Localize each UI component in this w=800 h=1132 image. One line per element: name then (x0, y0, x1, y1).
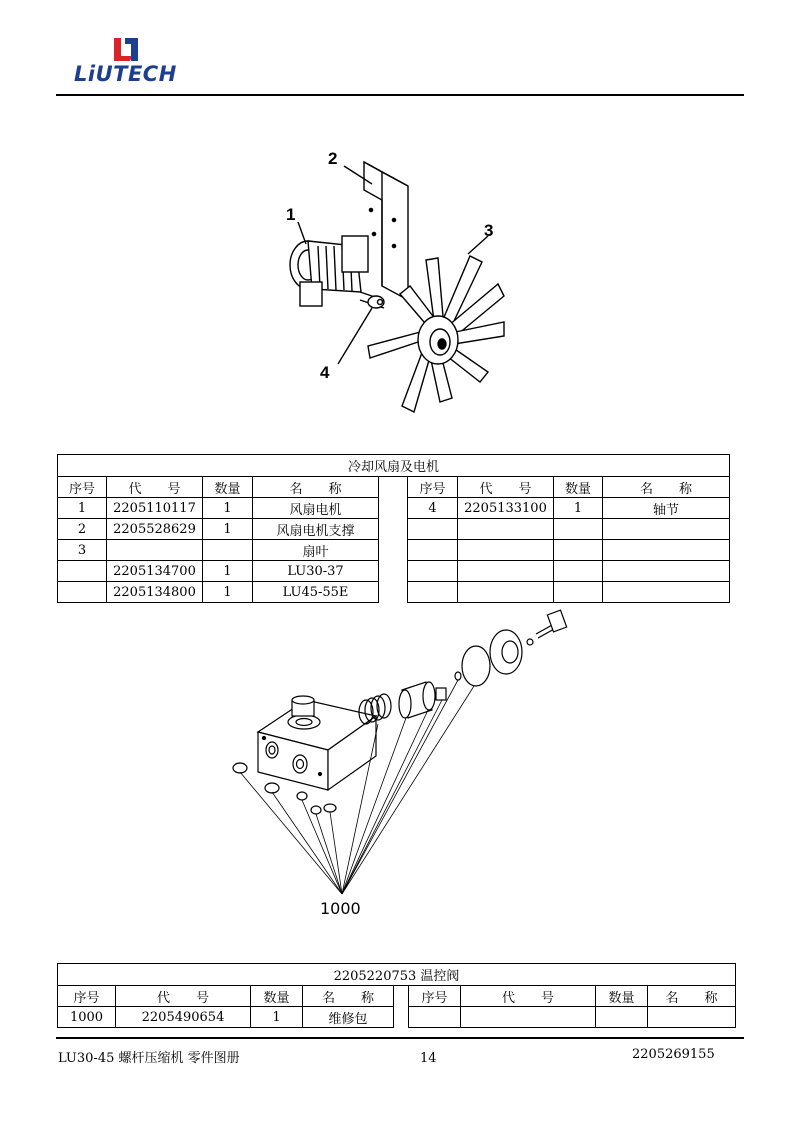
item-number (408, 519, 458, 540)
liutech-logo (74, 36, 184, 88)
part-name: 轴节 (603, 498, 730, 519)
callout-4: 4 (320, 363, 330, 382)
part-code: 2205134800 (107, 582, 203, 603)
column-header: 代 号 (458, 477, 554, 498)
part-name: 维修包 (303, 1007, 394, 1028)
column-header: 名 称 (603, 477, 730, 498)
part-code (458, 582, 554, 603)
part-name: 风扇电机 (253, 498, 379, 519)
part-name: LU30-37 (253, 561, 379, 582)
column-header: 代 号 (116, 986, 251, 1007)
item-number (408, 561, 458, 582)
column-header: 数量 (596, 986, 648, 1007)
part-name (603, 519, 730, 540)
quantity (554, 540, 603, 561)
column-header: 名 称 (303, 986, 394, 1007)
part-code (461, 1007, 596, 1028)
logo-mark-icon (112, 36, 140, 62)
logo-text: LiUTECH (74, 62, 177, 86)
callout-1: 1 (286, 205, 296, 224)
part-name (603, 582, 730, 603)
item-number: 1 (58, 498, 107, 519)
item-number (408, 540, 458, 561)
item-number: 2 (58, 519, 107, 540)
item-number (409, 1007, 461, 1028)
header-rule (56, 94, 744, 96)
part-name: 风扇电机支撑 (253, 519, 379, 540)
footer-document-title: LU30-45 螺杆压缩机 零件图册 (58, 1051, 240, 1066)
quantity: 1 (203, 582, 253, 603)
thermostatic-valve-drawing (220, 604, 590, 924)
fan-parts-table (57, 454, 730, 603)
page-number: 14 (420, 1051, 437, 1066)
part-name (603, 561, 730, 582)
quantity: 1 (203, 519, 253, 540)
part-code: 2205528629 (107, 519, 203, 540)
table-header-row (58, 986, 736, 1007)
column-header: 序号 (58, 477, 107, 498)
quantity: 1 (251, 1007, 303, 1028)
callout-3: 3 (484, 221, 494, 240)
quantity: 1 (554, 498, 603, 519)
quantity (554, 561, 603, 582)
part-code (458, 519, 554, 540)
callout-1000: 1000 (320, 899, 361, 918)
part-name (603, 540, 730, 561)
item-number (408, 582, 458, 603)
fan-table-title: 冷却风扇及电机 (58, 455, 730, 477)
item-number: 4 (408, 498, 458, 519)
quantity: 1 (203, 498, 253, 519)
column-gap (394, 986, 409, 1028)
part-code: 2205490654 (116, 1007, 251, 1028)
quantity (203, 540, 253, 561)
quantity (596, 1007, 648, 1028)
item-number: 1000 (58, 1007, 116, 1028)
valve-parts-table (57, 963, 736, 1028)
item-number (58, 561, 107, 582)
footer-document-code: 2205269155 (632, 1047, 715, 1062)
column-gap (379, 477, 408, 603)
quantity (554, 519, 603, 540)
part-code: 2205134700 (107, 561, 203, 582)
table-header-row (58, 477, 730, 498)
column-header: 序号 (408, 477, 458, 498)
column-header: 代 号 (107, 477, 203, 498)
quantity: 1 (203, 561, 253, 582)
valve-table-title: 2205220753 温控阀 (58, 964, 736, 986)
callout-2: 2 (328, 150, 338, 168)
part-code: 2205133100 (458, 498, 554, 519)
part-code (107, 540, 203, 561)
item-number: 3 (58, 540, 107, 561)
column-header: 序号 (409, 986, 461, 1007)
footer-rule (56, 1037, 744, 1039)
part-code (458, 540, 554, 561)
column-header: 数量 (203, 477, 253, 498)
part-code (458, 561, 554, 582)
part-code: 2205110117 (107, 498, 203, 519)
part-name (648, 1007, 736, 1028)
part-name: 扇叶 (253, 540, 379, 561)
quantity (554, 582, 603, 603)
column-header: 名 称 (253, 477, 379, 498)
part-name: LU45-55E (253, 582, 379, 603)
column-header: 数量 (554, 477, 603, 498)
column-header: 序号 (58, 986, 116, 1007)
fan-motor-drawing (276, 150, 526, 430)
item-number (58, 582, 107, 603)
column-header: 代 号 (461, 986, 596, 1007)
column-header: 数量 (251, 986, 303, 1007)
column-header: 名 称 (648, 986, 736, 1007)
